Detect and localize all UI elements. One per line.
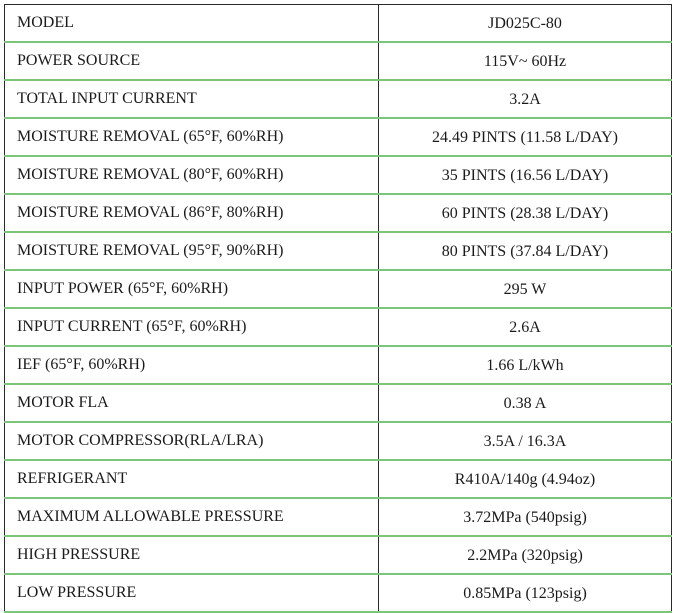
spec-value: 24.49 PINTS (11.58 L/DAY)	[379, 118, 672, 156]
spec-row-motor-fla	[5, 384, 672, 422]
spec-label: MAXIMUM ALLOWABLE PRESSURE	[5, 498, 379, 536]
spec-row-model	[5, 5, 672, 43]
spec-row-high-pressure	[5, 536, 672, 574]
spec-label: MOISTURE REMOVAL (86°F, 80%RH)	[5, 194, 379, 232]
spec-value: 1.66 L/kWh	[379, 346, 672, 384]
spec-label: MOTOR COMPRESSOR(RLA/LRA)	[5, 422, 379, 460]
spec-value: 80 PINTS (37.84 L/DAY)	[379, 232, 672, 270]
spec-label: TOTAL INPUT CURRENT	[5, 80, 379, 118]
spec-row-moisture-removal-80f	[5, 156, 672, 194]
spec-label: POWER SOURCE	[5, 42, 379, 80]
spec-row-ief	[5, 346, 672, 384]
spec-row-input-power	[5, 270, 672, 308]
spec-label: MODEL	[5, 5, 379, 43]
spec-row-maximum-allowable-pressure	[5, 498, 672, 536]
spec-row-moisture-removal-95f	[5, 232, 672, 270]
spec-row-input-current	[5, 308, 672, 346]
spec-label: LOW PRESSURE	[5, 574, 379, 612]
spec-value: 2.6A	[379, 308, 672, 346]
spec-value: 0.38 A	[379, 384, 672, 422]
spec-label: INPUT POWER (65°F, 60%RH)	[5, 270, 379, 308]
spec-row-moisture-removal-86f	[5, 194, 672, 232]
spec-label: MOTOR FLA	[5, 384, 379, 422]
spec-label: MOISTURE REMOVAL (95°F, 90%RH)	[5, 232, 379, 270]
specification-table	[4, 4, 672, 613]
spec-label: MOISTURE REMOVAL (80°F, 60%RH)	[5, 156, 379, 194]
spec-row-total-input-current	[5, 80, 672, 118]
spec-row-motor-compressor	[5, 422, 672, 460]
spec-value: 35 PINTS (16.56 L/DAY)	[379, 156, 672, 194]
spec-row-low-pressure	[5, 574, 672, 612]
spec-value: R410A/140g (4.94oz)	[379, 460, 672, 498]
spec-value: 3.5A / 16.3A	[379, 422, 672, 460]
spec-value: 115V~ 60Hz	[379, 42, 672, 80]
spec-value: 3.72MPa (540psig)	[379, 498, 672, 536]
spec-value: 3.2A	[379, 80, 672, 118]
spec-row-power-source	[5, 42, 672, 80]
spec-value: 0.85MPa (123psig)	[379, 574, 672, 612]
spec-value: JD025C-80	[379, 5, 672, 43]
spec-label: INPUT CURRENT (65°F, 60%RH)	[5, 308, 379, 346]
spec-row-refrigerant	[5, 460, 672, 498]
spec-label: IEF (65°F, 60%RH)	[5, 346, 379, 384]
spec-value: 295 W	[379, 270, 672, 308]
spec-value: 2.2MPa (320psig)	[379, 536, 672, 574]
spec-label: MOISTURE REMOVAL (65°F, 60%RH)	[5, 118, 379, 156]
spec-label: REFRIGERANT	[5, 460, 379, 498]
spec-value: 60 PINTS (28.38 L/DAY)	[379, 194, 672, 232]
spec-row-moisture-removal-65f	[5, 118, 672, 156]
spec-label: HIGH PRESSURE	[5, 536, 379, 574]
